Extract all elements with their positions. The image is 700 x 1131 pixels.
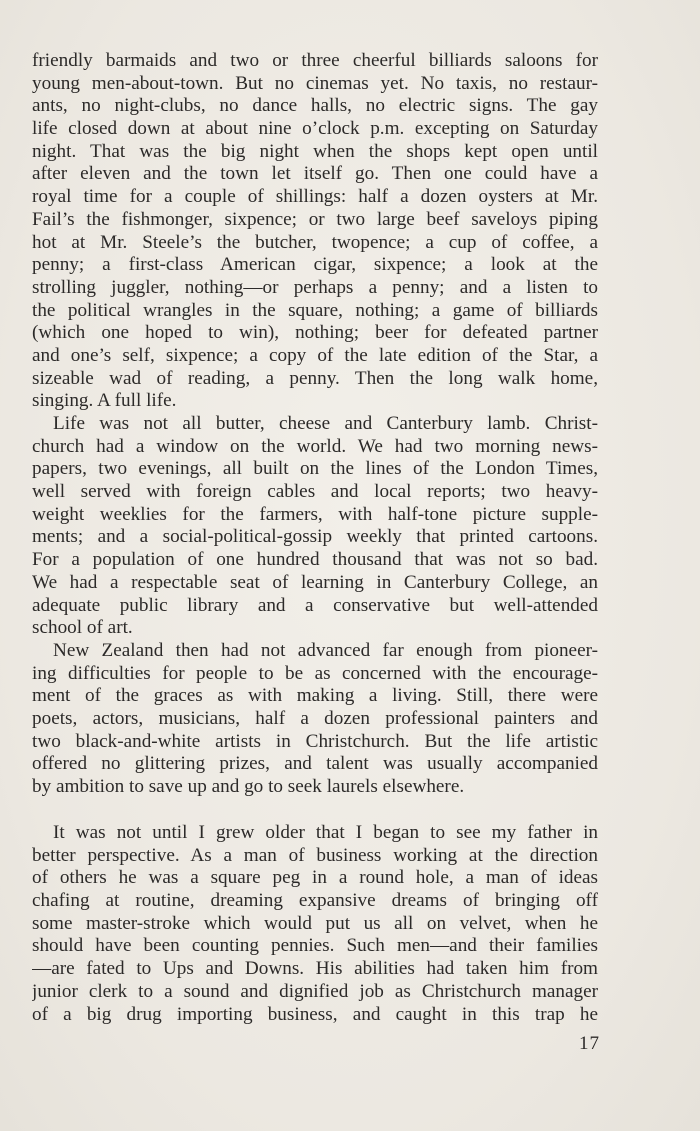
text-line: after eleven and the town let itself go. Then one could have a <box>32 163 598 185</box>
text-line: New Zealand then had not advanced far enough from pioneer- <box>53 639 598 661</box>
text-line: ing difficulties for people to be as concerned with the encourage- <box>32 662 598 684</box>
text-line: (which one hoped to win), nothing; beer for defeated partner <box>32 322 598 344</box>
text-line: school of art. <box>32 617 133 639</box>
text-line: some master-stroke which would put us all on velvet, when he <box>32 912 598 934</box>
text-section-2 <box>32 822 598 1026</box>
text-line: night. That was the big night when the shops kept open until <box>32 140 598 162</box>
text-line: young men-about-town. But no cinemas yet. No taxis, no restaur- <box>32 72 598 94</box>
text-line: of others he was a square peg in a round hole, a man of ideas <box>32 867 598 889</box>
text-line: For a population of one hundred thousand that was not so bad. <box>32 549 598 571</box>
text-line: chafing at routine, dreaming expansive dreams of bringing off <box>32 890 598 912</box>
text-line: hot at Mr. Steele’s the butcher, twopence; a cup of coffee, a <box>32 231 598 253</box>
text-line: ment of the graces as with making a living. Still, there were <box>32 685 598 707</box>
text-line: ants, no night-clubs, no dance halls, no electric signs. The gay <box>32 95 598 117</box>
text-line: royal time for a couple of shillings: half a dozen oysters at Mr. <box>32 186 598 208</box>
text-line: penny; a first-class American cigar, sixpence; a look at the <box>32 254 598 276</box>
text-line: better perspective. As a man of business working at the direction <box>32 844 598 866</box>
text-line: life closed down at about nine o’clock p.m. excepting on Saturday <box>32 118 598 140</box>
text-line: It was not until I grew older that I began to see my father in <box>53 822 598 843</box>
text-line: should have been counting pennies. Such men—and their families <box>32 935 598 957</box>
text-line: poets, actors, musicians, half a dozen professional painters and <box>32 707 598 729</box>
text-line: sizeable wad of reading, a penny. Then the long walk home, <box>32 367 598 389</box>
text-line: two black-and-white artists in Christchurch. But the life artistic <box>32 730 598 752</box>
text-line: well served with foreign cables and local reports; two heavy- <box>32 481 598 503</box>
text-line: —are fated to Ups and Downs. His abilities had taken him from <box>32 958 598 980</box>
text-line: weight weeklies for the farmers, with half-tone picture supple- <box>32 503 598 525</box>
text-line: church had a window on the world. We had two morning news- <box>32 435 598 457</box>
text-line: and one’s self, sixpence; a copy of the late edition of the Star, a <box>32 344 598 366</box>
text-line: friendly barmaids and two or three cheerful billiards saloons for <box>32 50 598 71</box>
text-line: singing. A full life. <box>32 390 177 412</box>
text-line: ments; and a social-political-gossip weekly that printed cartoons. <box>32 526 598 548</box>
text-line: strolling juggler, nothing—or perhaps a penny; and a listen to <box>32 276 598 298</box>
text-line: the political wrangles in the square, nothing; a game of billiards <box>32 299 598 321</box>
text-line: offered no glittering prizes, and talent was usually accompanied <box>32 753 598 775</box>
text-line: of a big drug importing business, and caught in this trap he <box>32 1003 598 1025</box>
text-line: junior clerk to a sound and dignified job as Christchurch manager <box>32 980 598 1002</box>
text-line: papers, two evenings, all built on the lines of the London Times, <box>32 458 598 480</box>
page-number: 17 <box>579 1033 600 1054</box>
text-line: We had a respectable seat of learning in Canterbury College, an <box>32 571 598 593</box>
text-line: adequate public library and a conservative but well-attended <box>32 594 598 616</box>
text-line: Fail’s the fishmonger, sixpence; or two large beef saveloys piping <box>32 208 598 230</box>
text-section-1 <box>32 50 598 799</box>
text-line: by ambition to save up and go to seek laurels elsewhere. <box>32 776 465 797</box>
text-line: Life was not all butter, cheese and Canterbury lamb. Christ- <box>53 413 598 434</box>
